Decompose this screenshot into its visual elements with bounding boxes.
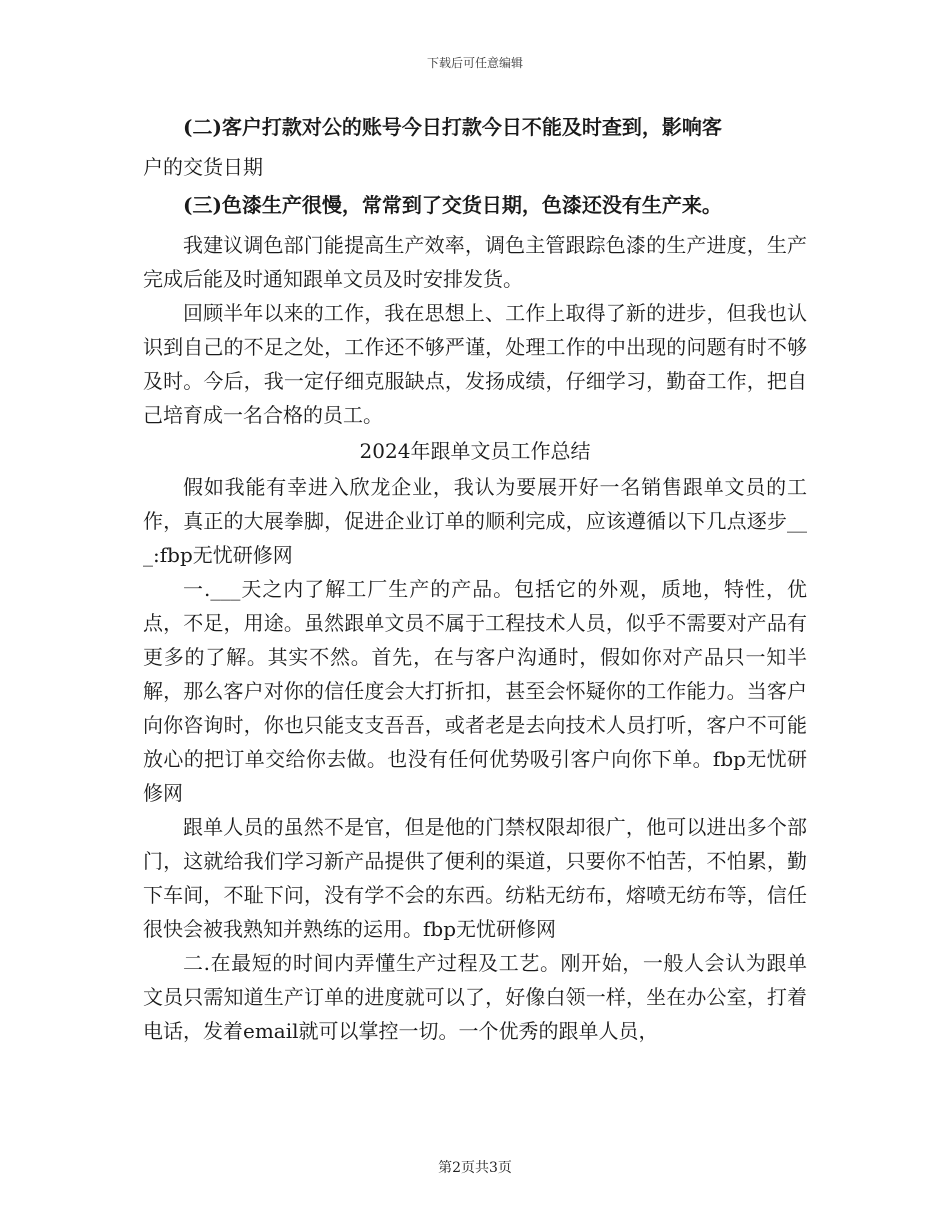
paragraph: 二.在最短的时间内弄懂生产过程及工艺。刚开始，一般人会认为跟单文员只需知道生产订单的进度就可以了，好像白领一样，坐在办公室，打着电话，发着email就可以掌控一切。一个优秀的跟单人员， xyxy=(143,951,807,1043)
paragraph: 我建议调色部门能提高生产效率，调色主管跟踪色漆的生产进度，生产完成后能及时通知跟单文员及时安排发货。 xyxy=(143,233,807,291)
paragraph: 假如我能有幸进入欣龙企业，我认为要展开好一名销售跟单文员的工作，真正的大展拳脚，促进企业订单的顺利完成，应该遵循以下几点逐步___:fbp无忧研修网 xyxy=(143,475,807,567)
document-body xyxy=(143,110,807,1048)
page-number: 第2页共3页 xyxy=(438,1160,512,1176)
paragraph-heading-2: (二)客户打款对公的账号今日打款今日不能及时查到，影响客 xyxy=(183,115,722,139)
section-title: 2024年跟单文员工作总结 xyxy=(359,439,591,463)
paragraph: 一.___天之内了解工厂生产的产品。包括它的外观，质地，特性，优点，不足，用途。虽然跟单文员不属于工程技术人员，似乎不需要对产品有更多的了解。其实不然。首先，在与客户沟通时，假如你对产品只一知半解，那么客户对你的信任度会大打折扣，甚至会怀疑你的工作能力。当客户向你咨询时，你也只能支支吾吾，或者老是去向技术人员打听，客户不可能放心的把订单交给你去做。也没有任何优势吸引客户向你下单。fbp无忧研修网 xyxy=(143,577,807,805)
paragraph-heading-3: (三)色漆生产很慢，常常到了交货日期，色漆还没有生产来。 xyxy=(183,193,722,217)
paragraph-continuation: 户的交货日期 xyxy=(143,155,263,179)
page-header: 下载后可任意编辑 xyxy=(426,56,523,70)
paragraph: 回顾半年以来的工作，我在思想上、工作上取得了新的进步，但我也认识到自己的不足之处，工作还不够严谨，处理工作的中出现的问题有时不够及时。今后，我一定仔细克服缺点，发扬成绩，仔细学习，勤奋工作，把自己培育成一名合格的员工。 xyxy=(143,301,807,427)
paragraph: 跟单人员的虽然不是官，但是他的门禁权限却很广，他可以进出多个部门，这就给我们学习新产品提供了便利的渠道，只要你不怕苦，不怕累，勤下车间，不耻下问，没有学不会的东西。纺粘无纺布，熔喷无纺布等，信任很快会被我熟知并熟练的运用。fbp无忧研修网 xyxy=(143,815,807,941)
